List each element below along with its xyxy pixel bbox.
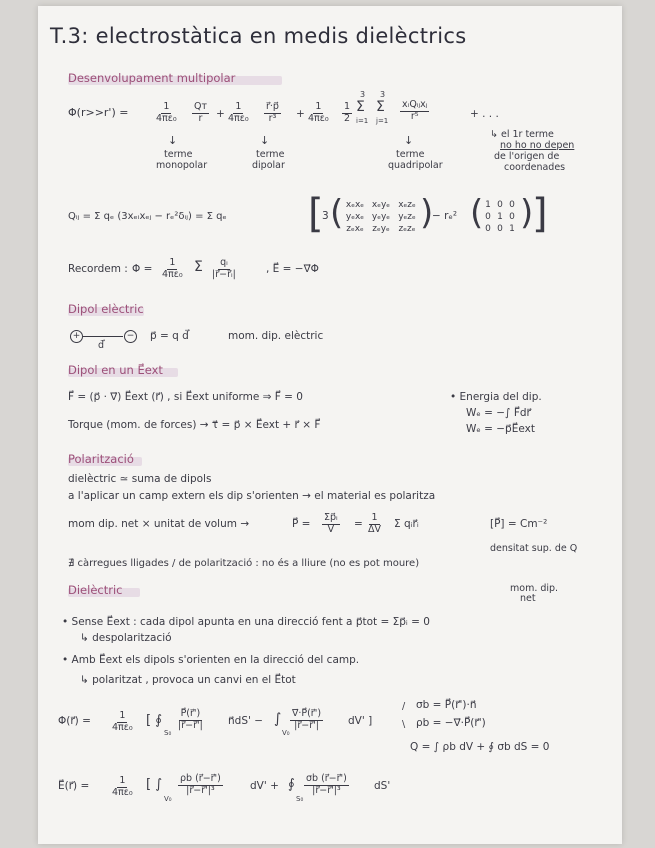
page-title: T.3: electrostàtica en medis dielèctrics xyxy=(50,24,467,48)
factor-three: 3 xyxy=(322,210,329,222)
phi-equals: Φ = xyxy=(132,263,153,275)
term-dipolar-label: terme xyxy=(256,149,285,160)
tensor-matrix-cell: zₑzₑ xyxy=(398,224,416,234)
negative-charge-icon: − xyxy=(124,330,137,343)
bracket-left: [ xyxy=(308,191,324,237)
dV-term: dV' ] xyxy=(348,715,373,727)
dipole-moment-eq: p⃗ = q d⃗ xyxy=(150,330,189,342)
net-dipole-label: mom. dip. xyxy=(510,583,559,594)
section-dipol-ext: Dipol en un E⃗ext xyxy=(68,363,163,377)
sum2-bottom: j=1 xyxy=(376,117,389,125)
volume-V0: V₀ xyxy=(164,795,172,803)
identity-matrix-cell: 0 xyxy=(485,224,491,234)
dipole-moment-label: mom. dip. elèctric xyxy=(228,330,324,342)
section-multipolar: Desenvolupament multipolar xyxy=(68,71,236,85)
identity-matrix xyxy=(482,200,518,234)
note-origin: de l'origen de xyxy=(494,151,560,162)
tensor-matrix-cell: yₑxₑ xyxy=(345,212,365,222)
tensor-matrix-cell: zₑxₑ xyxy=(346,224,364,234)
energy-bullet: • Energia del dip. xyxy=(450,391,542,403)
identity-matrix-cell: 0 xyxy=(509,200,515,210)
dipole-line xyxy=(83,336,123,337)
rho-b-eq: ρb = −∇⃗·P⃗(r⃗') xyxy=(416,717,486,729)
dielectric-definition: dielèctric ≃ suma de dipols xyxy=(68,473,212,485)
tensor-matrix-cell: xₑyₑ xyxy=(371,200,391,210)
backslash-mark: \ xyxy=(402,719,406,730)
E-r-lhs: E⃗(r⃗) = xyxy=(58,780,90,792)
identity-matrix-cell: 0 xyxy=(497,224,503,234)
tensor-matrix-cell: yₑzₑ xyxy=(398,212,416,222)
volume-V0: V₀ xyxy=(282,729,290,737)
sigma-b-eq: σb = P⃗(r⃗')·n⃗ xyxy=(416,699,477,711)
frac-1-4pie0-c: $\frac{1}{\text{4πε₀}}$ xyxy=(308,101,329,124)
total-charge-eq: Q = ∫ ρb dV + ∮ σb dS = 0 xyxy=(410,741,550,753)
frac-sigma-r3: $\frac{\sigma b (r⃗-r⃗')}{\text{|r⃗−r⃗'|³}}$ xyxy=(306,773,347,796)
note-coords: coordenades xyxy=(504,162,566,173)
frac-divP-r: $\frac{\nabla⃗\cdot P⃗(r⃗')}{|r⃗-r⃗'|}$ xyxy=(292,708,322,731)
volume-integral: [ ∫ xyxy=(146,777,162,792)
net-dipole-per-volume: mom dip. net × unitat de volum → xyxy=(68,518,250,530)
bound-charges-note: ∄ càrregues lligades / de polarització : no és a lliure (no es pot moure) xyxy=(68,558,420,569)
polarized-result: ↳ polaritzat , provoca un canvi en el E⃗tot xyxy=(80,674,296,686)
tensor-matrix-cell: xₑxₑ xyxy=(345,200,365,210)
surface-S0: S₀ xyxy=(296,795,304,803)
recordem-label: Recordem : xyxy=(68,263,128,275)
slash-mark: / xyxy=(402,701,406,712)
identity-matrix-cell: 1 xyxy=(485,200,491,210)
minus-r2: − rₑ² xyxy=(432,210,458,222)
qij-equation: Qᵢⱼ = Σ qₑ (3xₑᵢxₑⱼ − rₑ²δᵢⱼ) = Σ qₑ xyxy=(68,211,227,222)
frac-1-4pie0-E: $\frac{1}{\text{4πε₀}}$ xyxy=(112,775,133,798)
dV-term: dV' + xyxy=(250,780,279,792)
surface-S0: S₀ xyxy=(164,729,172,737)
tensor-matrix-cell: zₑyₑ xyxy=(372,224,390,234)
frac-1-4pie0: $\frac{1}{\text{4πε₀}}$ xyxy=(156,101,177,124)
ndS-term: n⃗dS' − xyxy=(228,715,264,727)
term-monopolar-label: terme xyxy=(164,149,193,160)
frac-quadrupole: xᵢQᵢⱼxⱼ r⁵ xyxy=(402,99,428,122)
tensor-matrix xyxy=(342,200,420,234)
identity-matrix-cell: 0 xyxy=(509,212,515,222)
section-dipol: Dipol elèctric xyxy=(68,302,144,316)
ellipsis: + . . . xyxy=(470,108,499,120)
frac-sum-p-V: $\frac{\text{Σp⃗ᵢ}}{V}$ xyxy=(324,512,338,535)
distance-label: d⃗ xyxy=(98,340,105,351)
frac-1-4pie0-b: $\frac{1}{\text{4πε₀}}$ xyxy=(228,101,249,124)
term-quadripolar: quadripolar xyxy=(388,160,443,171)
plus-sign: + xyxy=(296,108,305,120)
plus-sign: + xyxy=(216,108,225,120)
notes-page xyxy=(38,6,622,844)
arrow-down-icon: ↓ xyxy=(260,134,270,147)
dS-term: dS' xyxy=(374,780,391,792)
frac-rp-r3: $\frac{r⃗\cdot p⃗}{\text{r³}}$ xyxy=(266,101,279,124)
bullet-with-field: • Amb E⃗ext els dipols s'orienten en la direcció del camp. xyxy=(62,654,360,666)
tensor-matrix-cell: yₑyₑ xyxy=(371,212,391,222)
energy-eq2: Wₑ = −p⃗E⃗ext xyxy=(466,423,535,435)
sum2-top: 3 xyxy=(380,90,386,99)
P-units: [P⃗] = Cm⁻² xyxy=(490,518,548,530)
surface-integral: ∮ xyxy=(288,777,295,792)
depolarization: ↳ despolarització xyxy=(80,632,172,644)
equals-sign: = xyxy=(354,518,363,530)
sum2-symbol: Σ xyxy=(376,99,385,115)
sum-bottom: i=1 xyxy=(356,117,369,125)
volume-integral: ∫ xyxy=(274,711,282,727)
net-label: net xyxy=(520,593,536,604)
note-first-term: ↳ el 1r terme xyxy=(490,129,554,140)
frac-P-r: $\frac{P⃗(r⃗')}{|r⃗-r⃗'|}$ xyxy=(178,708,203,731)
frac-half: $\frac{1}{2}$ xyxy=(344,101,351,124)
paren-right: ) xyxy=(420,193,434,233)
identity-matrix-cell: 0 xyxy=(497,200,503,210)
section-polaritzacio: Polarització xyxy=(68,452,134,466)
phi-lhs: Φ(r>>r') = xyxy=(68,106,129,119)
term-monopolar: monopolar xyxy=(156,160,208,171)
term-dipolar: dipolar xyxy=(252,160,285,171)
bullet-no-field: • Sense E⃗ext : cada dipol apunta en una direcció fent a p⃗tot = Σp⃗ᵢ = 0 xyxy=(62,616,430,628)
identity-matrix-cell: 1 xyxy=(509,224,515,234)
energy-eq1: Wₑ = −∫ F⃗dr⃗ xyxy=(466,407,531,419)
sum-top: 3 xyxy=(360,90,366,99)
polarization-description: a l'aplicar un camp extern els dip s'orienten → el material es polaritza xyxy=(68,490,436,502)
tensor-matrix-cell: xₑzₑ xyxy=(398,200,416,210)
efield-gradient: , E⃗ = −∇⃗Φ xyxy=(266,263,319,275)
section-dielectric: Dielèctric xyxy=(68,583,123,597)
sum-symbol: Σ xyxy=(356,99,365,115)
arrow-down-icon: ↓ xyxy=(404,134,414,147)
torque-equation: Torque (mom. de forces) → τ⃗ = p⃗ × E⃗ext + r⃗ × F⃗ xyxy=(68,419,321,431)
frac-1-4pie0-rec: $\frac{1}{\text{4πε₀}}$ xyxy=(162,257,183,280)
paren-right: ) xyxy=(520,193,534,233)
arrow-down-icon: ↓ xyxy=(168,134,178,147)
frac-1-4pie0-phi: $\frac{1}{\text{4πε₀}}$ xyxy=(112,710,133,733)
identity-matrix-cell: 1 xyxy=(497,212,503,222)
sum-symbol: Σ xyxy=(194,259,203,275)
surface-integral: [ ∮ xyxy=(146,713,162,728)
P-equals: P⃗ = xyxy=(292,518,311,530)
frac-1-deltaV: $\frac{1}{\Delta V}$ xyxy=(368,512,381,535)
note-not-depend: no ho no depen xyxy=(500,140,575,151)
identity-matrix-cell: 0 xyxy=(485,212,491,222)
frac-rho-r3: $\frac{\rho b (r⃗-r⃗')}{\text{|r⃗−r⃗'|³}}$ xyxy=(180,773,221,796)
force-equation: F⃗ = (p⃗ · ∇⃗) E⃗ext (r⃗) , si E⃗ext uniforme ⇒ F⃗ = 0 xyxy=(68,391,303,403)
phi-r-lhs: Φ(r⃗) = xyxy=(58,715,91,727)
paren-left: ( xyxy=(470,193,484,233)
surface-density-note: densitat sup. de Q xyxy=(490,543,578,554)
bracket-right: ] xyxy=(532,191,548,237)
frac-q-r: $\frac{\text{qᵢ}}{\text{|r⃗−r⃗ᵢ|}}$ xyxy=(212,257,236,280)
frac-Q-r: $\frac{\text{Qᴛ}}{r}$ xyxy=(194,101,208,124)
paren-left: ( xyxy=(330,193,344,233)
sum-q-r: Σ qᵢr⃗ᵢ xyxy=(394,518,419,530)
positive-charge-icon: + xyxy=(70,330,83,343)
term-quadripolar-label: terme xyxy=(396,149,425,160)
